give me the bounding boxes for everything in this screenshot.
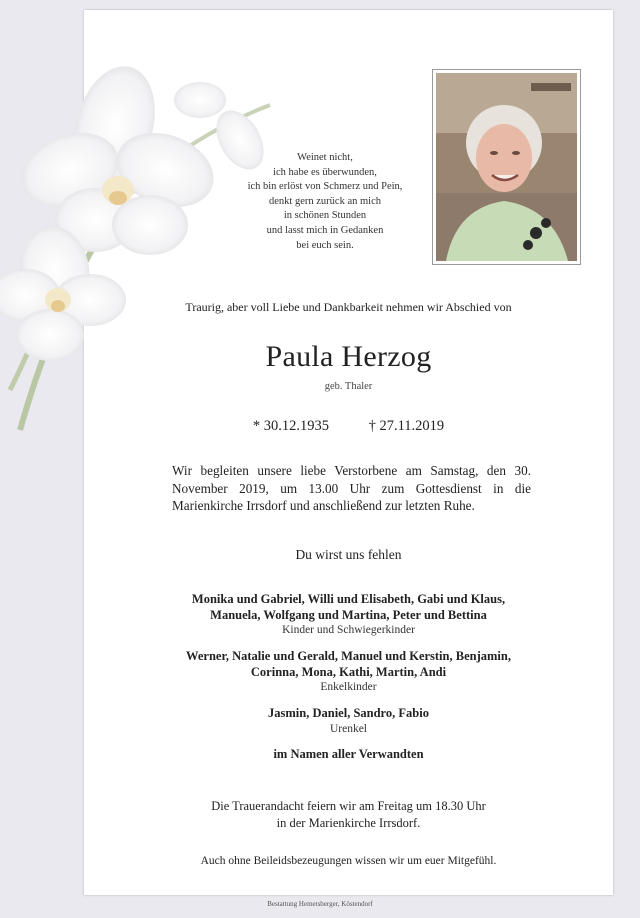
service-line: in der Marienkirche Irrsdorf. (276, 815, 421, 830)
birth-date: * 30.12.1935 (252, 418, 329, 434)
poem (240, 151, 410, 253)
thanks-line: Auch ohne Beileidsbezeugungen wissen wir um euer Mitgefühl. (200, 855, 497, 867)
portrait-photo (432, 69, 581, 265)
intro-text: Traurig, aber voll Liebe und Dankbarkeit nehmen wir Abschied von (185, 300, 512, 314)
mourner-group-great-grandchildren (84, 706, 613, 737)
farewell-line: Du wirst uns fehlen (295, 547, 402, 562)
ceremony-line: 30. November 2019, um 13.00 Uhr zum Gottesdienst in die (172, 463, 532, 496)
mourner-names: Jasmin, Daniel, Sandro, Fabio (268, 706, 429, 720)
poem-line: denkt gern zurück an mich (269, 195, 381, 207)
poem-line: und lasst mich in Gedanken (266, 224, 384, 236)
poem-line: Weinet nicht, (297, 152, 353, 163)
all-relatives: im Namen aller Verwandten (273, 747, 424, 761)
mourner-relation: Enkelkinder (320, 681, 377, 693)
memorial-service (84, 798, 613, 831)
poem-line: ich bin erlöst von Schmerz und Pein, (247, 181, 403, 193)
mourner-names: Monika und Gabriel, Willi und Elisabeth, Gabi und Klaus, (191, 592, 506, 606)
poem-line: ich habe es überwunden, (273, 166, 377, 178)
mourner-relation: Urenkel (329, 722, 368, 735)
mourner-names: Werner, Natalie und Gerald, Manuel und Kerstin, Benjamin, (186, 649, 511, 663)
death-date: † 27.11.2019 (368, 418, 445, 434)
mourner-names: Corinna, Mona, Kathi, Martin, Andi (250, 664, 447, 679)
funeral-home-credit: Bestattung Hemetsberger, Köstendorf (267, 900, 373, 908)
deceased-name: Paula Herzog (265, 340, 432, 373)
mourner-group-children (84, 592, 613, 639)
maiden-name: geb. Thaler (324, 381, 373, 392)
ceremony-line: Marienkirche Irrsdorf und anschließend zur letzten Ruhe. (172, 498, 475, 513)
life-dates (84, 418, 613, 435)
mourner-group-grandchildren (84, 649, 613, 696)
poem-line: in schönen Stunden (283, 210, 367, 222)
service-line: Die Trauerandacht feiern wir am Freitag um 18.30 Uhr (211, 799, 486, 813)
poem-line: bei euch sein. (296, 239, 354, 251)
mourner-names: Manuela, Wolfgang und Martina, Peter und Bettina (210, 607, 487, 622)
portrait-photo-icon (436, 73, 577, 261)
ceremony-paragraph (172, 462, 531, 515)
mourner-relation: Kinder und Schwiegerkinder (282, 624, 415, 636)
ceremony-line: Wir begleiten unsere liebe Verstorbene am Samstag, den (172, 463, 506, 478)
